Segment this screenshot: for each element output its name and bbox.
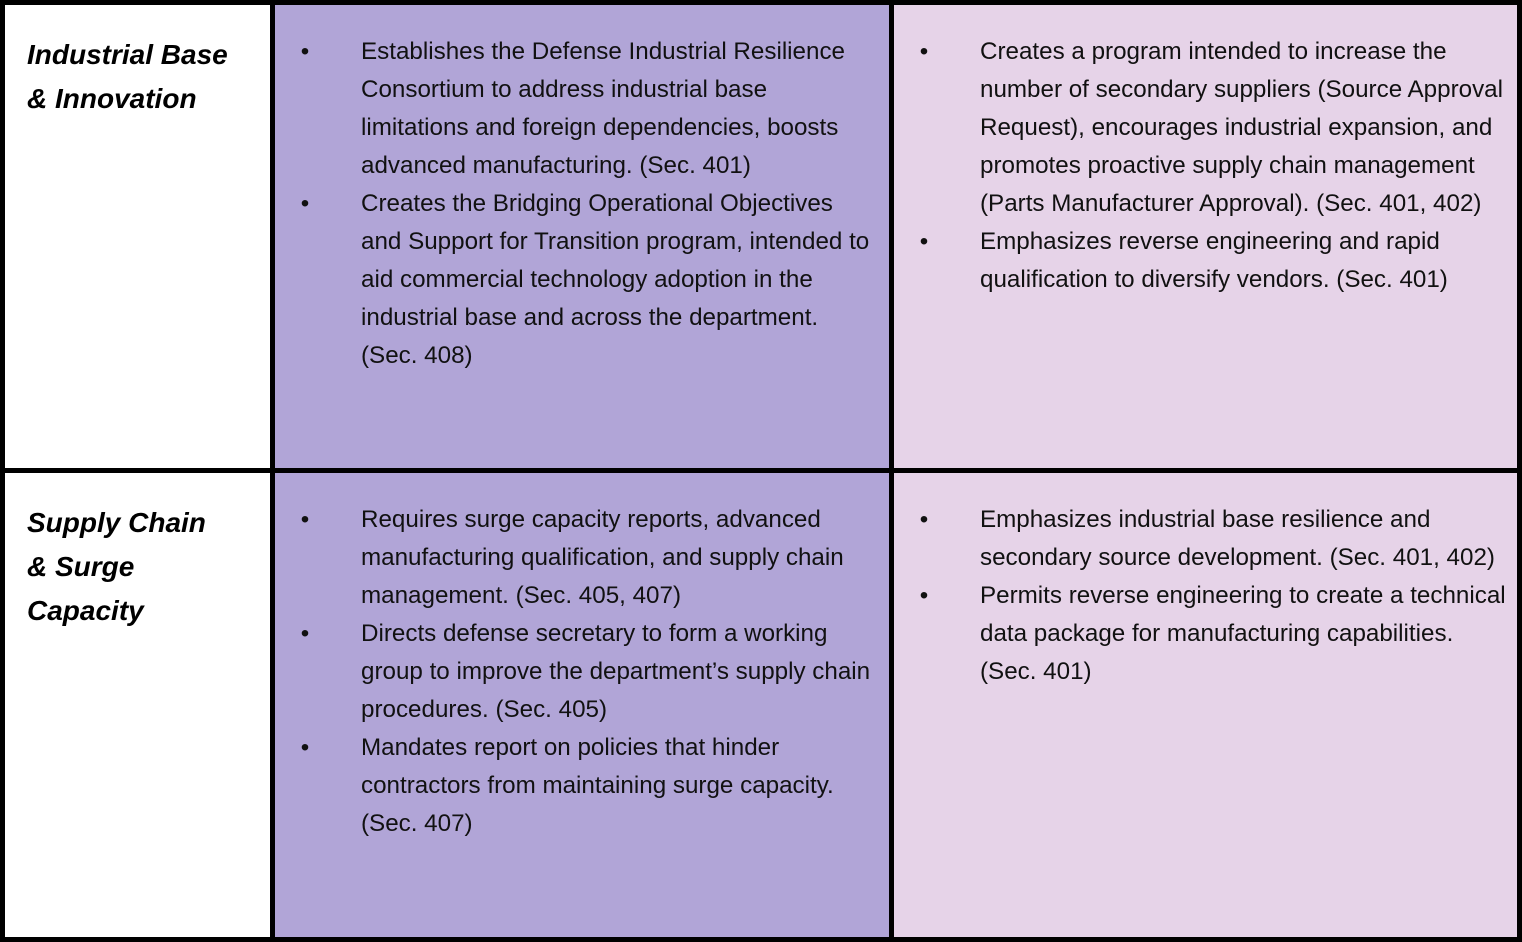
row-label-cell: [5, 5, 270, 468]
bullet-icon: •: [300, 506, 310, 533]
bullet-text: Creates the Bridging Operational Objectives and Support for Transition program, intended to aid commercial technology adoption in the industrial base and across the department. (Sec. 408): [361, 190, 870, 369]
bullet-item: [275, 501, 879, 615]
bullet-text: Emphasizes reverse engineering and rapid qualification to diversify vendors. (Sec. 401): [980, 228, 1448, 293]
bullet-icon: •: [919, 506, 929, 533]
bullet-list: [275, 5, 889, 375]
bullet-icon: •: [300, 620, 310, 647]
bullet-item: [275, 185, 879, 375]
bullet-item: [275, 33, 879, 185]
bullet-text: Emphasizes industrial base resilience and secondary source development. (Sec. 401, 402): [980, 506, 1495, 571]
bullet-text: Directs defense secretary to form a working group to improve the department’s supply chain procedures. (Sec. 405): [361, 620, 871, 723]
bullet-icon: •: [300, 38, 310, 65]
bullet-list: [275, 473, 889, 843]
bullet-item: [894, 223, 1507, 299]
bullet-text: Mandates report on policies that hinder contractors from maintaining surge capacity. (Sec. 407): [361, 734, 834, 837]
bullet-text: Permits reverse engineering to create a technical data package for manufacturing capabilities. (Sec. 401): [980, 582, 1506, 685]
bullet-text: Establishes the Defense Industrial Resilience Consortium to address industrial base limitations and foreign dependencies, boosts advanced manufacturing. (Sec. 401): [361, 38, 846, 179]
column-b-cell: [894, 473, 1517, 937]
row-label: Supply Chain & Surge Capacity: [27, 507, 206, 626]
column-a-cell: [275, 473, 889, 937]
bullet-icon: •: [300, 734, 310, 761]
bullet-icon: •: [919, 228, 929, 255]
bullet-icon: •: [300, 190, 310, 217]
column-a-cell: [275, 5, 889, 468]
row-label: Industrial Base & Innovation: [27, 39, 228, 114]
bullet-text: Requires surge capacity reports, advanced manufacturing qualification, and supply chain management. (Sec. 405, 407): [361, 506, 844, 609]
bullet-item: [894, 33, 1507, 223]
bullet-icon: •: [919, 582, 929, 609]
column-b-cell: [894, 5, 1517, 468]
bullet-item: [275, 729, 879, 843]
bullet-icon: •: [919, 38, 929, 65]
bullet-text: Creates a program intended to increase the number of secondary suppliers (Source Approval Request), encourages industrial expansion, and promotes proactive supply chain management (Parts Manufacturer Approval). (Sec. 401, 402): [980, 38, 1503, 217]
bullet-list: [894, 473, 1517, 691]
row-label-cell: [5, 473, 270, 937]
bullet-item: [894, 577, 1507, 691]
bullet-item: [894, 501, 1507, 577]
bullet-item: [275, 615, 879, 729]
bullet-list: [894, 5, 1517, 299]
